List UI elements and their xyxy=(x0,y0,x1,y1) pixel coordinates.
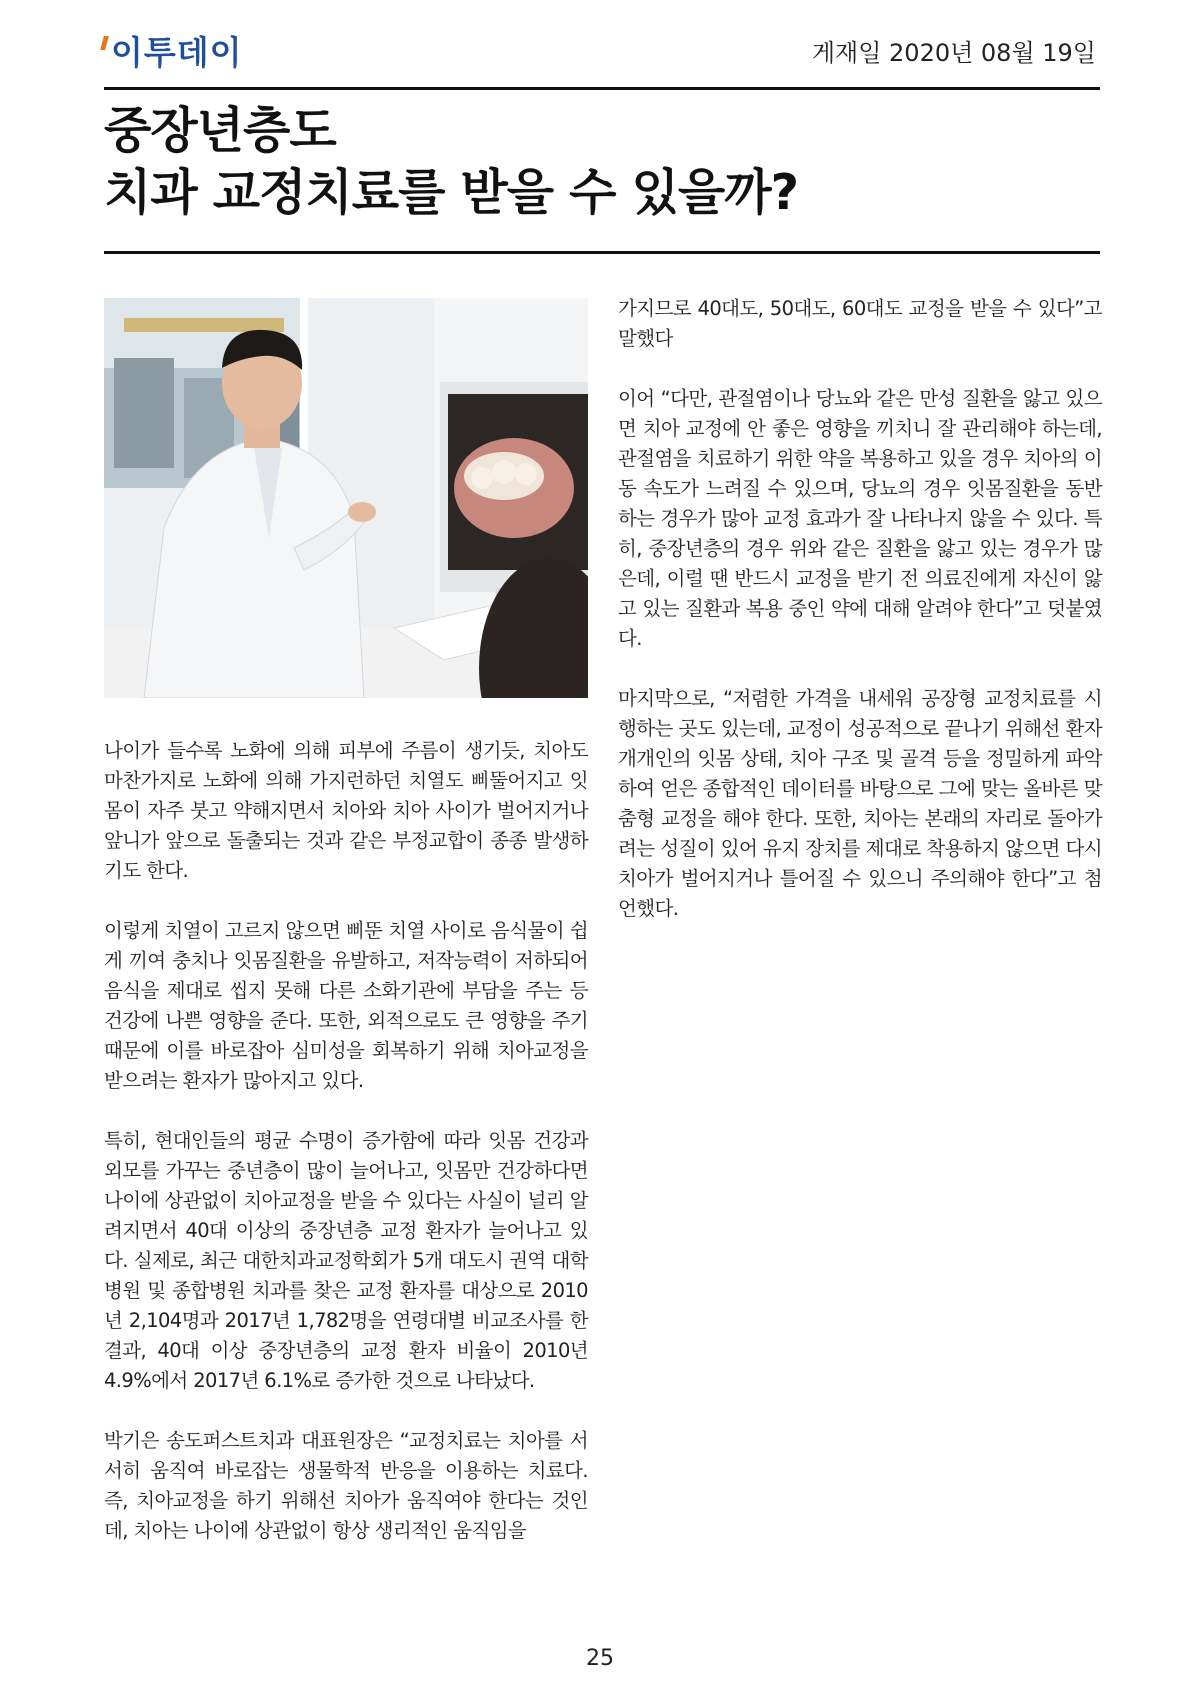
header-divider xyxy=(104,87,1100,90)
dentist-consultation-image xyxy=(104,298,588,698)
article-body-right-column xyxy=(618,294,1102,924)
article-photo xyxy=(104,298,588,698)
headline-line-1: 중장년층도 xyxy=(104,102,336,159)
article-body-left-column xyxy=(104,736,588,1546)
logo-accent-mark xyxy=(100,36,109,50)
headline-line-2: 치과 교정치료를 받을 수 있을까? xyxy=(104,164,799,221)
headline-divider xyxy=(104,251,1100,254)
paragraph: 특히, 현대인들의 평균 수명이 증가함에 따라 잇몸 건강과 외모를 가꾸는 중년층이 많이 늘어나고, 잇몸만 건강하다면 나이에 상관없이 치아교정을 받을 수 있다는 사실이 널리 알려지면서 40대 이상의 중장년층 교정 환자가 늘어나고 있다. 실제로, 최근 대한치과교정학회가 5개 대도시 권역 대학병원 및 종합병원 치과를 찾은 교정 환자를 대상으로 2010년 2,104명과 2017년 1,782명을 연령대별 비교조사를 한 결과, 40대 이상 중장년층의 교정 환자 비율이 2010년 4.9%에서 2017년 6.1%로 증가한 것으로 나타났다. xyxy=(104,1129,588,1392)
paragraph: 가지므로 40대도, 50대도, 60대도 교정을 받을 수 있다”고 말했다 xyxy=(618,297,1102,350)
paragraph: 이어 “다만, 관절염이나 당뇨와 같은 만성 질환을 앓고 있으면 치아 교정에 안 좋은 영향을 끼치니 잘 관리해야 하는데, 관절염을 치료하기 위한 약을 복용하고 있을 경우 치아의 이동 속도가 느려질 수 있으며, 당뇨의 경우 잇몸질환을 동반하는 경우가 많아 교정 효과가 잘 나타나지 않을 수 있다. 특히, 중장년층의 경우 위와 같은 질환을 앓고 있는 경우가 많은데, 이럴 땐 반드시 교정을 받기 전 의료진에게 자신이 앓고 있는 질환과 복용 중인 약에 대해 알려야 한다”고 덧붙였다. xyxy=(618,387,1102,650)
logo-text: 이투데이 xyxy=(111,33,243,72)
paragraph: 이렇게 치열이 고르지 않으면 삐뚠 치열 사이로 음식물이 쉽게 끼여 충치나 잇몸질환을 유발하고, 저작능력이 저하되어 음식을 제대로 씹지 못해 다른 소화기관에 부담을 주는 등 건강에 나쁜 영향을 준다. 또한, 외적으로도 큰 영향을 주기 때문에 이를 바로잡아 심미성을 회복하기 위해 치아교정을 받으려는 환자가 많아지고 있다. xyxy=(104,919,588,1092)
article-headline xyxy=(104,100,1100,224)
page-number: 25 xyxy=(586,1646,614,1671)
publication-date: 게재일 2020년 08월 19일 xyxy=(811,39,1096,67)
newspaper-logo xyxy=(102,30,243,76)
paragraph: 나이가 들수록 노화에 의해 피부에 주름이 생기듯, 치아도 마찬가지로 노화에 의해 가지런하던 치열도 삐뚤어지고 잇몸이 자주 붓고 약해지면서 치아와 치아 사이가 벌어지거나 앞니가 앞으로 돌출되는 것과 같은 부정교합이 종종 발생하기도 한다. xyxy=(104,739,588,882)
paragraph: 박기은 송도퍼스트치과 대표원장은 “교정치료는 치아를 서서히 움직여 바로잡는 생물학적 반응을 이용하는 치료다. 즉, 치아교정을 하기 위해선 치아가 움직여야 한다는 것인데, 치아는 나이에 상관없이 항상 생리적인 움직임을 xyxy=(104,1429,588,1542)
paragraph: 마지막으로, “저렴한 가격을 내세워 공장형 교정치료를 시행하는 곳도 있는데, 교정이 성공적으로 끝나기 위해선 환자 개개인의 잇몸 상태, 치아 구조 및 골격 등을 정밀하게 파악하여 얻은 종합적인 데이터를 바탕으로 그에 맞는 올바른 맞춤형 교정을 해야 한다. 또한, 치아는 본래의 자리로 돌아가려는 성질이 있어 유지 장치를 제대로 착용하지 않으면 다시 치아가 벌어지거나 틀어질 수 있으니 주의해야 한다”고 첨언했다. xyxy=(618,687,1102,920)
